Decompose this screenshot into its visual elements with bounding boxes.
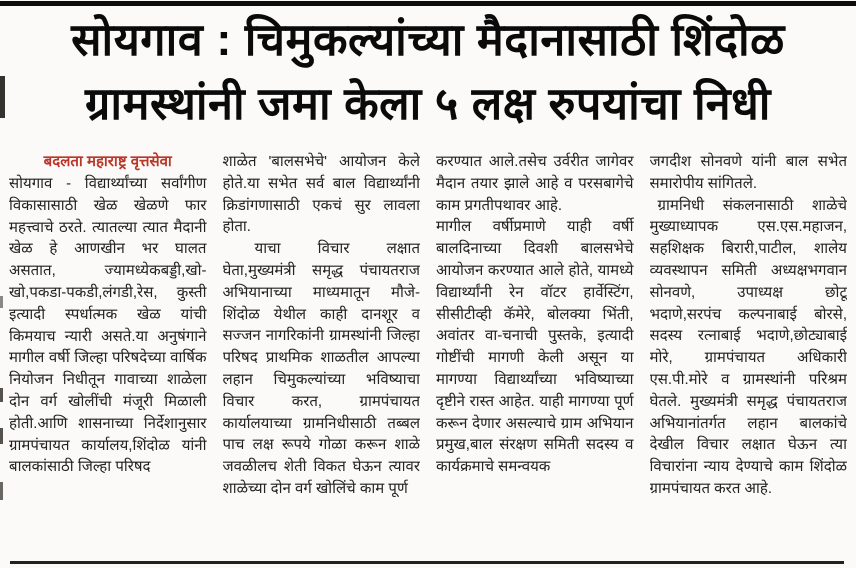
article-column-1 xyxy=(9,151,207,552)
article-paragraph: याचा विचार लक्षात घेता,मुख्यमंत्री समृद्ध पंचायतराज अभियानाच्या माध्यमातून मौजे-शिंदोळ येथील काही दानशूर व सज्जन नागरिकांनी ग्रामस्थांनी जिल्हा परिषद प्राथमिक शाळतील आपल्या लहान चिमुकल्यांच्या भविष्याचा विचार करत, ग्रामपंचायत कार्यालयाच्या ग्रामनिधीसाठी तब्बल पाच लक्ष रूपये गोळा करून शाळे जवळीलच शेती विकत घेऊन त्यावर शाळेच्या दोन वर्ग खोलिंचे काम पूर्ण xyxy=(222,240,420,497)
top-border-rule xyxy=(0,1,856,6)
scan-artifact xyxy=(0,388,3,402)
article-column-4 xyxy=(650,151,848,552)
article-paragraph: करण्यात आले.तसेच उर्वरीत जागेवर मैदान तयार झाले आहे व परसबागेचे काम प्रगतीपथावर आहे. xyxy=(436,153,634,214)
article-headline xyxy=(6,8,850,136)
article-paragraph: ग्रामनिधी संकलनासाठी शाळेचे मुख्याध्यापक एस.एस.महाजन, सहशिक्षक बिरारी,पाटील, शालेय व्यवस्थापन समिती अध्यक्षभगवान सोनवणे, उपाध्यक्ष छोटू भदाणे,सरपंच कल्पनाबाई बोरसे, सदस्य रत्नाबाई भदाणे,छोट्याबाई मोरे, ग्रामपंचायत अधिकारी एस.पी.मोरे व ग्रामस्थांनी परिश्रम घेतले. मुख्यमंत्री समृद्ध पंचायतराज अभियानांतर्गत लहान बालकांचे देखील विचार लक्षात घेऊन त्या विचारांना न्याय देण्याचे काम शिंदोळ ग्रामपंचायत करत आहे. xyxy=(649,196,847,497)
scan-artifact xyxy=(0,296,3,308)
byline: बदलता महाराष्ट्र वृत्तसेवा xyxy=(43,153,172,170)
scan-artifact xyxy=(0,482,3,500)
scan-artifact xyxy=(0,428,3,444)
article-column-2 xyxy=(223,151,421,552)
article-paragraph: सोयगाव - विद्यार्थ्यांच्या सर्वांगीण विकासासाठी खेळ खेळणे फार महत्त्वाचे ठरते. त्यातल्या त्यात मैदानी खेळ हे आणखीन भर घालत असतात, ज्यामध्येकबड्डी,खो-खो,पकडा-पकडी,लंगडी,रेस, कुस्ती इत्यादी स्पर्धात्मक खेळ यांची किमयाच न्यारी असते.या अनुषंगाने मागील वर्षी जिल्हा परिषदेच्या वार्षिक नियोजन निधीतून गावाच्या शाळेला दोन वर्ग खोलींची मंजूरी मिळाली होती.आणि शासनाच्या निर्देशानुसार ग्रामपंचायत कार्यालय,शिंदोळ यांनी बालकांसाठी जिल्हा परिषद xyxy=(9,175,207,476)
headline-line-2: ग्रामस्थांनी जमा केला ५ लक्ष रुपयांचा निधी xyxy=(85,78,771,129)
article-column-3 xyxy=(436,151,634,552)
article-paragraph: मागील वर्षीप्रमाणे याही वर्षी बालदिनाच्या दिवशी बालसभेचे आयोजन करण्यात आले होते, यामध्ये विद्यार्थ्यांनी रेन वॉटर हार्वेस्टिंग, सीसीटीव्ही कॅमेरे, बोलक्या भिंती, अवांतर वा-चनाची पुस्तके, इत्यादी गोष्टींची मागणी केली असून या मागण्या विद्यार्थ्यांच्या भविष्याच्या दृष्टीने रास्त आहेत. याही मागण्या पूर्ण करून देणार असल्याचे ग्राम अभियान प्रमुख,बाल संरक्षण समिती सदस्य व कार्यक्रमाचे समन्वयक xyxy=(436,218,634,476)
article-body xyxy=(9,151,847,552)
article-paragraph: शाळेत 'बालसभेचे' आयोजन केले होते.या सभेत सर्व बाल विद्यार्थ्यांनी क्रिडांगणासाठी एकचं सुर लावला होता. xyxy=(222,153,420,236)
article-paragraph: जगदीश सोनवणे यांनी बाल सभेत समारोपीय सांगितले. xyxy=(649,153,847,192)
bottom-border-rule xyxy=(10,561,844,564)
headline-line-1: सोयगाव : चिमुकल्यांच्या मैदानासाठी शिंदोळ xyxy=(71,14,785,65)
scan-artifact xyxy=(0,76,5,118)
